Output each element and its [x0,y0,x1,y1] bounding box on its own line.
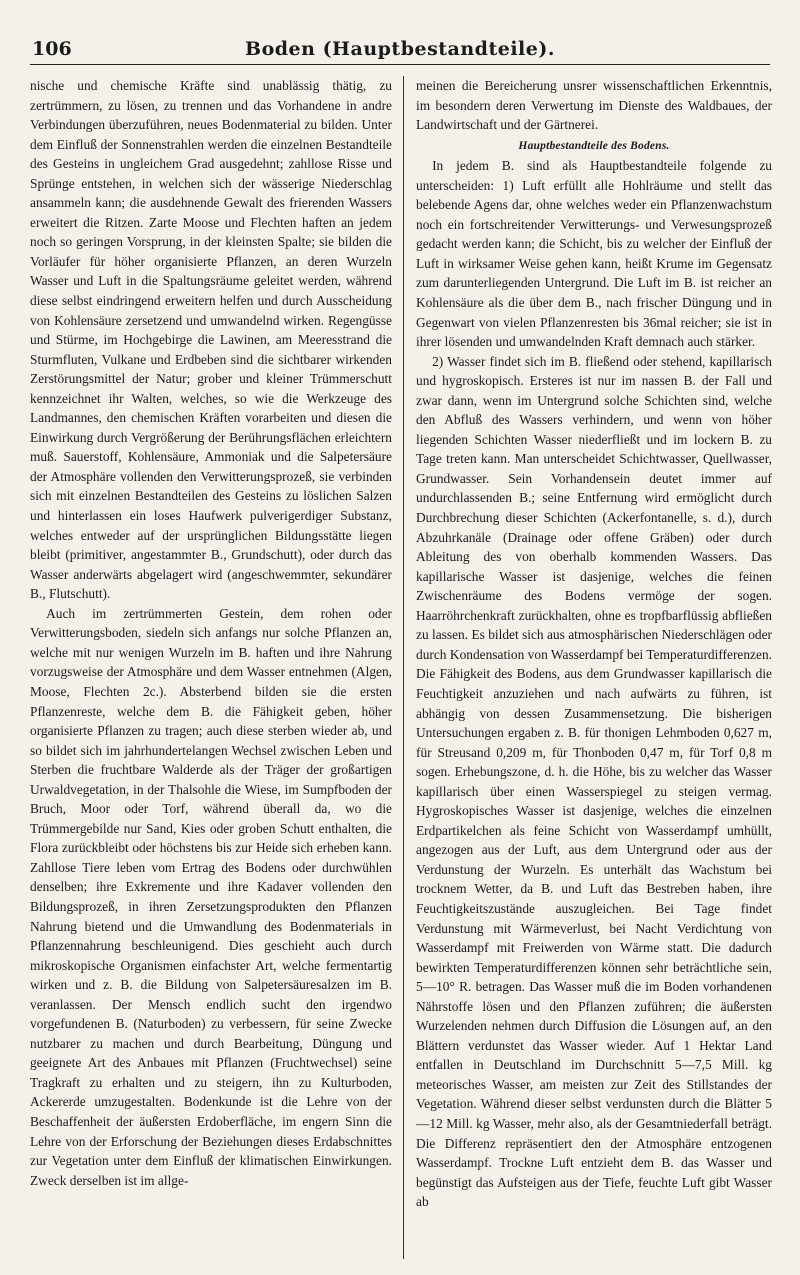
right-paragraph-2: 2) Wasser findet sich im B. fließend oder stehend, kapillarisch und hygroskopisch. Ersteres ist nur im nassen B. der Fall und zwar dann, wenn im Untergrund solche Schichten sind, welche den Abfluß des Wassers verhindern, und wenn von höher liegenden Schichten Wasser niederfließt und im lockern B. zu Tage treten kann. Man unterscheidet Schichtwasser, Quellwasser, Grundwasser. Sein Vorhandensein deutet immer auf undurchlassenden B.; seine Entfernung wird ermöglicht durch Durchbrechung dieser Schichten (Ackerfontanelle, s. d.), durch Abzuhrkanäle (Drainage oder offene Gräben) oder durch Ableitung des von oberhalb kommenden Wassers. Das kapillarische Wasser ist dasjenige, welches die feinen Zwischenräume des Bodens vermöge der sogen. Haarröhrchenkraft zurückhalten, ohne es tropfbarflüssig abfließen zu lassen. Es bildet sich aus atmosphärischen Niederschlägen oder durch Kondensation von Wasserdampf bei Temperaturdifferenzen. Die Fähigkeit des Bodens, aus dem Grundwasser kapillarisch die Feuchtigkeit anzuziehen und nach aufwärts zu führen, ist abhängig von dessen Zusammensetzung. Die bisherigen Untersuchungen ergaben z. B. für thonigen Lehmboden 0,627 m, für Streusand 0,209 m, für Thonboden 0,47 m, für Torf 0,8 m sogen. Erhebungszone, d. h. die Höhe, bis zu welcher das Wasser kapillarisch über einen Wasserspiegel zu steigen vermag. Hygroskopisches Wasser ist dasjenige, welches die einzelnen Erdpartikelchen als feine Schicht von Wasserdampf umhüllt, angezogen aus der Luft, aus dem Untergrund oder aus der Verdunstung der Wurzeln. Es unterhält das Wachstum bei trocknem Wetter, da B. und Luft das Bestreben haben, ihre Feuchtigkeitszustände auszugleichen. Bei Tage findet Verdunstung mit Wärmeverlust, bei Nacht Verdichtung von Wasserdampf mit Freiwerden von Wärme statt. Die dadurch bewirkten Temperaturdifferenzen können sehr beträchtliche sein, 5—10° R. betragen. Das Wasser muß die im Boden vorhandenen Nährstoffe lösen und den Pflanzen zuführen; die äußersten Wurzelenden nehmen durch Diffusion die Lösungen auf, an den Blättern verdunstet das Wasser wieder. Auf 1 Hektar Land entfallen in Deutschland im Durchschnitt 5—7,5 Mill. kg meteorisches Wasser, am meisten zur Zeit des Stillstandes der Vegetation. Während dieser selbst verdunsten durch die Blätter 5—12 Mill. kg Wasser, mehr also, als der Gesamtniederfall beträgt. Die Differenz repräsentiert den der Atmosphäre entzogenen Wasserdampf. Trockne Luft entzieht dem B. das Wasser und begünstigt das Aufsteigen aus der Tiefe, feuchte Luft gibt Wasser ab [416,353,772,1210]
right-column [416,76,772,1212]
left-column [30,76,392,1190]
right-paragraph-continued: meinen die Bereicherung unsrer wissenschaftlichen Erkenntnis, im besondern deren Verwertung im Dienste des Waldbaues, der Landwirtschaft und der Gärtnerei. [416,78,772,133]
column-divider [403,76,404,1259]
page-number: 106 [32,38,72,60]
section-heading: Hauptbestandteile des Bodens. [518,139,670,152]
page-header [30,38,770,65]
running-title: Boden (Hauptbestandteile). [245,38,555,60]
right-paragraph-1: In jedem B. sind als Hauptbestandteile folgende zu unterscheiden: 1) Luft erfüllt alle Hohlräume und stellt das belebende Agens dar, ohne welches weder ein Pflanzenwachstum noch ein fortschreitender Verwitterungs- und Verwesungsprozeß gedacht werden kann; die Schicht, bis zu welcher der Einfluß der Luft in wirksamer Weise gehen kann, heißt Krume im Gegensatz zum darunterliegenden Untergrund. Die Luft im B. ist reicher an Kohlensäure als die über dem B., nach frischer Düngung und in Gegenwart von vielen Pflanzenresten bis 36mal reicher; sie ist in ihrer lösenden und umwandelnden Kraft demnach auch stärker. [416,158,772,350]
left-paragraph-2: Auch im zertrümmerten Gestein, dem rohen oder Verwitterungsboden, siedeln sich anfangs nur solche Pflanzen an, welche mit nur wenigen Wurzeln im B. haften und ihre Nahrung vorzugsweise der Atmosphäre und dem Wasser entnehmen (Algen, Moose, Flechten 2c.). Absterbend bilden sie die ersten Pflanzenreste, welche dem B. die Fähigkeit geben, höher organisierte Pflanzen zu tragen; auch diese sterben wieder ab, und so bildet sich im jahrhundertelangen Wechsel zwischen Leben und Sterben die fruchtbare Walderde als der Träger der großartigen Urwaldvegetation, in der Thalsohle die Wiese, im Sumpfboden der Bruch, Moor oder Torf, während überall da, wo die Trümmergebilde nur Sand, Kies oder groben Schutt enthalten, die Flora zurückbleibt oder höchstens bis zur Heide sich erheben kann. Zahllose Tiere leben vom Ertrag des Bodens oder durchwühlen denselben; ihre Exkremente und ihre Kadaver vollenden den Bildungsprozeß, in ihren Zersetzungsprodukten den Pflanzen Nahrung bietend und die Umwandlung des Bodenmaterials in Pflanzennahrung beschleunigend. Dies geschieht auch durch mikroskopische Organismen einfachster Art, welche fermentartig wirken und z. B. die Bildung von Salpetersäuresalzen im B. veranlassen. Der Mensch endlich sucht den irgendwo vorgefundenen B. (Naturboden) zu verbessern, für seine Zwecke nutzbarer zu machen und durch Bearbeitung, Düngung und geeignete Art des Anbaues mit Pflanzen (Fruchtwechsel) seine Tragkraft zu erhalten und zu steigern, ihn zu Kulturboden, Ackererde umzugestalten. Bodenkunde ist die Lehre von der Beschaffenheit der äußersten Erdoberfläche, im engern Sinn die Lehre von der Erforschung der Beziehungen dieses Erdabschnittes zur Vegetation unter dem Einfluß der klimatischen Einwirkungen. Zweck derselben ist im allge- [30,605,392,1188]
text-columns [30,76,772,1259]
left-paragraph-1: nische und chemische Kräfte sind unablässig thätig, zu zertrümmern, zu lösen, zu trennen und das Vorhandene in andre Verbindungen überzuführen, neues Bodenmaterial zu bilden. Unter dem Einfluß der Sonnenstrahlen werden die einzelnen Bestandteile des Gesteins in ungleichem Grad ausgedehnt; zahllose Risse und Sprünge entstehen, in welchen sich der wässerige Niederschlag ansammeln kann; die ausdehnende Gewalt des frierenden Wassers erweitert die Ritzen. Zarte Moose und Flechten haften an jedem noch so geringen Vorsprung, in der kleinsten Spalte; sie bilden die Vorläufer für höher organisierte Pflanzen, an deren Wurzeln Wasser und Luft in die Spaltungsräume geleitet werden, während diese selbst eindringend erweitern helfen und durch Ausscheidung von Kohlensäure zersetzend und umwandelnd wirken. Regengüsse und Stürme, im Hochgebirge die Lawinen, am Meeresstrand die Sturmfluten, Vulkane und Erdbeben sind die sichtbarer wirkenden Zerstörungsmittel der Natur; grober und kleiner Trümmerschutt kennzeichnet ihr Walten, welches, so wie die Werkzeuge des Landmannes, den chemischen Kräften vorarbeiten und diesen die Einwirkung durch Vergrößerung der Berührungsflächen erleichtern muß. Sauerstoff, Kohlensäure, Ammoniak und die Salpetersäure der Atmosphäre vollenden den Verwitterungsprozeß, sie verbinden sich mit einzelnen Bestandteilen des Gesteins zu löslichen Salzen und hinterlassen ein loses Haufwerk pulverigerdiger Substanz, welches entweder auf der ursprünglichen Bildungsstätte liegen bleibt (primitiver, angestammter B., Grundschutt), oder durch das Wasser anderwärts abgelagert wird (angeschwemmter, sekundärer B., Flutschutt). [30,78,392,602]
